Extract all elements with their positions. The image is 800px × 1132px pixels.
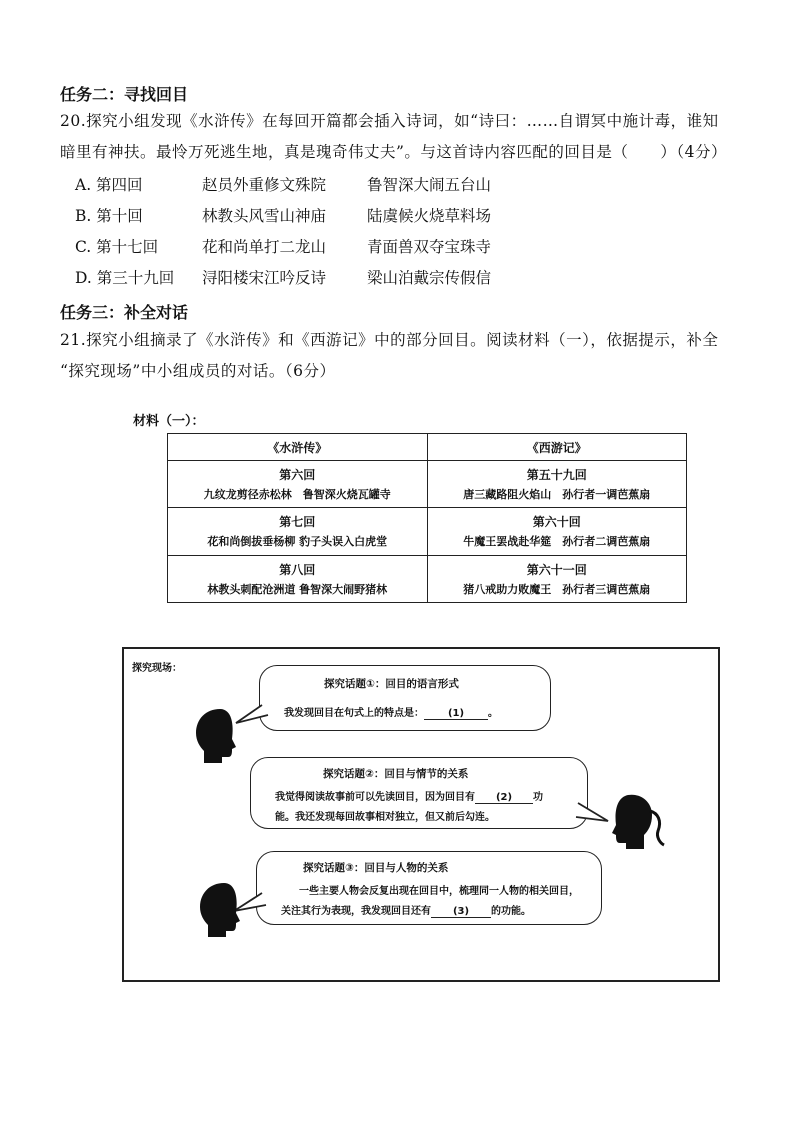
bubble-text-post: 的功能。: [491, 906, 531, 917]
option-title-part2: 青面兽双夺宝珠寺: [367, 238, 492, 256]
header-shuihu: 《水浒传》: [168, 434, 428, 461]
dialogue-bubble-3: [256, 851, 602, 925]
table-cell: [427, 555, 687, 602]
bubble-text-pre: 关注其行为表现，我发现回目还有: [281, 906, 431, 917]
dialogue-bubble-2: [250, 757, 588, 829]
chapter-number: 第六十一回: [526, 562, 587, 577]
table-row: [168, 555, 687, 602]
chapter-title: 牛魔王罢战赴华筵 孙行者二调芭蕉扇: [463, 535, 651, 549]
option-c[interactable]: [75, 232, 675, 263]
option-title-part1: 花和尚单打二龙山: [202, 238, 327, 256]
option-title-part2: 鲁智深大闹五台山: [367, 176, 492, 194]
question-20-line1: 20.探究小组发现《水浒传》在每回开篇都会插入诗词，如“诗曰：……自谓冥中施计毒，谁知: [60, 112, 719, 130]
bubble-title: 探究话题①：回目的语言形式: [324, 678, 459, 690]
question-21-line2: “探究现场”中小组成员的对话。（6分）: [60, 362, 336, 380]
options-list: [75, 170, 675, 294]
table-row: [168, 461, 687, 508]
person-head-icon: [196, 881, 246, 939]
bubble-title: 探究话题②：回目与情节的关系: [323, 768, 469, 780]
question-20: [60, 106, 760, 168]
option-letter: C. 第十七回: [75, 238, 159, 256]
bubble-text-pre: 我觉得阅读故事前可以先读回目，因为回目有: [275, 792, 475, 803]
scene-label: 探究现场：: [132, 663, 182, 674]
chapter-title: 九纹龙剪径赤松林 鲁智深火烧瓦罐寺: [203, 488, 391, 502]
question-20-line2: 暗里有神扶。最怜万死逃生地，真是瑰奇伟丈夫”。与这首诗内容匹配的回目是（ ）（4分）: [60, 143, 728, 161]
chapter-number: 第六回: [279, 468, 316, 483]
option-d[interactable]: [75, 263, 675, 294]
bubble-text: [284, 704, 498, 720]
exploration-scene: [122, 647, 720, 982]
option-title-part1: 赵员外重修文殊院: [202, 176, 327, 194]
bubble-text-post: 。: [488, 708, 498, 719]
task2-heading: 任务二：寻找回目: [60, 85, 189, 104]
chapter-number: 第八回: [279, 562, 316, 577]
option-letter: D. 第三十九回: [75, 269, 175, 287]
table-cell: [427, 461, 687, 508]
header-xiyou: 《西游记》: [427, 434, 687, 461]
bubble-text-line1: 一些主要人物会反复出现在回目中，梳理同一人物的相关回目，: [299, 886, 579, 897]
option-letter: A. 第四回: [75, 176, 143, 194]
person-head-icon: [192, 707, 242, 765]
chapter-title: 猪八戒助力败魔王 孙行者三调芭蕉扇: [463, 582, 651, 596]
material-label: 材料（一）：: [133, 414, 205, 429]
table-cell: [168, 508, 428, 555]
option-title-part2: 梁山泊戴宗传假信: [367, 269, 492, 287]
bubble-title: 探究话题③：回目与人物的关系: [303, 862, 449, 874]
chapter-number: 第七回: [279, 515, 316, 530]
question-21: [60, 325, 760, 387]
chapter-number: 第六十回: [532, 515, 581, 530]
option-letter: B. 第十回: [75, 207, 143, 225]
table-row: [168, 508, 687, 555]
bubble-text: [275, 788, 543, 804]
table-header-row: [168, 434, 687, 461]
option-a[interactable]: [75, 170, 675, 201]
chapter-title: 花和尚倒拔垂杨柳 豹子头误入白虎堂: [207, 535, 388, 549]
dialogue-bubble-1: [259, 665, 551, 731]
table-cell: [168, 555, 428, 602]
bubble-text: [281, 902, 531, 918]
chapter-title: 唐三藏路阻火焰山 孙行者一调芭蕉扇: [463, 488, 651, 502]
option-title-part1: 浔阳楼宋江吟反诗: [202, 269, 327, 287]
task3-heading: 任务三：补全对话: [60, 303, 189, 322]
chapter-title: 林教头刺配沧洲道 鲁智深大闹野猪林: [207, 582, 388, 596]
table-cell: [168, 461, 428, 508]
question-21-line1: 21.探究小组摘录了《水浒传》和《西游记》中的部分回目。阅读材料（一），依据提示，补全: [60, 331, 719, 349]
answer-blank-2[interactable]: (2): [475, 792, 533, 804]
chapter-number: 第五十九回: [526, 468, 587, 483]
answer-blank-1[interactable]: (1): [424, 708, 488, 720]
bubble-text-line2: 能。我还发现每回故事相对独立，但又前后勾连。: [275, 812, 495, 823]
option-title-part2: 陆虞候火烧草料场: [367, 207, 492, 225]
option-title-part1: 林教头风雪山神庙: [202, 207, 327, 225]
person-head-icon: [606, 791, 666, 851]
bubble-text-post: 功: [533, 792, 543, 803]
table-cell: [427, 508, 687, 555]
material-table: [167, 433, 687, 603]
option-b[interactable]: [75, 201, 675, 232]
bubble-text-pre: 我发现回目在句式上的特点是：: [284, 708, 424, 719]
answer-blank-3[interactable]: (3): [431, 906, 491, 918]
